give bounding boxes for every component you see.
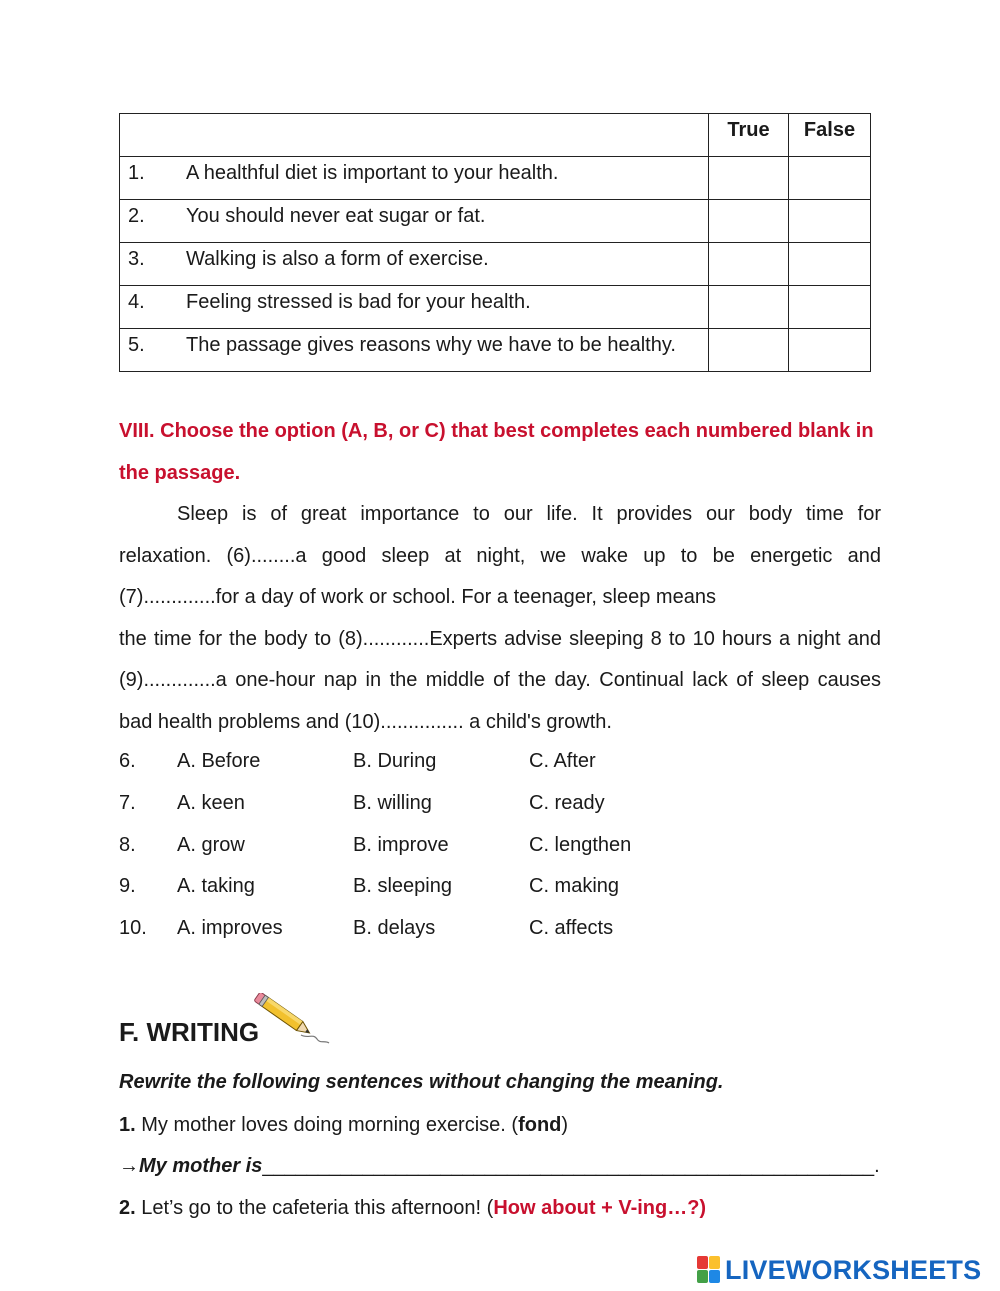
section-viii-heading-line: VIII. Choose the option (A, B, or C) that best completes each numbered blank in bbox=[119, 420, 874, 442]
option-c[interactable]: C. affects bbox=[529, 917, 614, 940]
option-number: 6. bbox=[119, 750, 136, 772]
option-number: 9. bbox=[119, 875, 136, 898]
statement-number: 1. bbox=[128, 162, 145, 184]
false-answer-cell[interactable] bbox=[789, 243, 871, 286]
section-viii-heading-line: the passage. bbox=[119, 461, 241, 484]
passage-line: relaxation. (6)........a good sleep at night, we wake up to be energetic and bbox=[119, 544, 881, 567]
false-answer-cell[interactable] bbox=[789, 200, 871, 243]
option-b[interactable]: B. sleeping bbox=[353, 875, 452, 898]
option-row bbox=[119, 825, 819, 867]
writing-question-1 bbox=[119, 1114, 568, 1137]
false-answer-cell[interactable] bbox=[789, 157, 871, 200]
table-row bbox=[120, 243, 871, 286]
option-b[interactable]: B. During bbox=[353, 750, 437, 772]
option-c[interactable]: C. ready bbox=[529, 791, 605, 814]
question-text: My mother loves doing morning exercise. ( bbox=[135, 1114, 519, 1136]
statement-cell bbox=[120, 286, 709, 329]
option-a[interactable]: A. taking bbox=[177, 875, 255, 898]
table-header-row bbox=[120, 114, 871, 157]
writing-answer-1 bbox=[119, 1155, 880, 1178]
option-b[interactable]: B. improve bbox=[353, 833, 449, 856]
statement-cell bbox=[120, 200, 709, 243]
question-hint: fond bbox=[518, 1114, 562, 1136]
option-number: 7. bbox=[119, 791, 136, 814]
question-number: 2. bbox=[119, 1197, 136, 1219]
answer-blank[interactable]: _______________________________________________________ bbox=[262, 1155, 875, 1177]
statement-text: The passage gives reasons why we have to be healthy. bbox=[186, 334, 676, 356]
liveworksheets-logo bbox=[697, 1254, 981, 1286]
passage-line: the time for the body to (8)............Experts advise sleeping 8 to 10 hours a night and bbox=[119, 627, 881, 650]
logo-text: LIVEWORKSHEETS bbox=[725, 1254, 982, 1285]
table-header-blank bbox=[120, 114, 709, 157]
statement-cell bbox=[120, 243, 709, 286]
option-number: 10. bbox=[119, 917, 147, 940]
passage-line: bad health problems and (10)............... a child's growth. bbox=[119, 710, 612, 733]
option-row bbox=[119, 783, 819, 825]
statement-number: 2. bbox=[128, 205, 145, 227]
option-number: 8. bbox=[119, 833, 136, 856]
true-false-table bbox=[119, 113, 871, 372]
true-answer-cell[interactable] bbox=[709, 329, 789, 372]
pencil-icon bbox=[253, 993, 331, 1049]
liveworksheets-logo-icon bbox=[697, 1256, 721, 1284]
question-hint: How about + V-ing…?) bbox=[493, 1197, 707, 1219]
false-answer-cell[interactable] bbox=[789, 329, 871, 372]
question-text: Let’s go to the cafeteria this afternoon! ( bbox=[135, 1197, 494, 1219]
option-a[interactable]: A. improves bbox=[177, 917, 283, 940]
statement-number: 4. bbox=[128, 291, 145, 313]
true-answer-cell[interactable] bbox=[709, 286, 789, 329]
option-a[interactable]: A. grow bbox=[177, 833, 245, 856]
option-b[interactable]: B. delays bbox=[353, 917, 436, 940]
writing-section-title: F. WRITING bbox=[119, 1017, 260, 1047]
statement-number: 3. bbox=[128, 248, 145, 270]
false-answer-cell[interactable] bbox=[789, 286, 871, 329]
table-row bbox=[120, 157, 871, 200]
passage-line: Sleep is of great importance to our life. It provides our body time for bbox=[177, 503, 881, 525]
statement-cell bbox=[120, 157, 709, 200]
statement-text: A healthful diet is important to your health. bbox=[186, 162, 559, 184]
option-a[interactable]: A. keen bbox=[177, 791, 245, 814]
option-c[interactable]: C. lengthen bbox=[529, 833, 632, 856]
statement-text: Walking is also a form of exercise. bbox=[186, 248, 489, 270]
section-viii-heading bbox=[119, 411, 879, 494]
option-row bbox=[119, 866, 819, 908]
option-c[interactable]: C. making bbox=[529, 875, 620, 898]
true-answer-cell[interactable] bbox=[709, 200, 789, 243]
statement-number: 5. bbox=[128, 334, 145, 356]
true-answer-cell[interactable] bbox=[709, 243, 789, 286]
option-b[interactable]: B. willing bbox=[353, 791, 432, 814]
option-row bbox=[119, 908, 819, 950]
table-row bbox=[120, 329, 871, 372]
passage-line: (9).............a one-hour nap in the middle of the day. Continual lack of sleep causes bbox=[119, 669, 881, 692]
answer-lead: →My mother is bbox=[119, 1155, 263, 1177]
option-a[interactable]: A. Before bbox=[177, 750, 261, 772]
statement-text: Feeling stressed is bad for your health. bbox=[186, 291, 531, 313]
statement-text: You should never eat sugar or fat. bbox=[186, 205, 486, 227]
passage-line: (7).............for a day of work or school. For a teenager, sleep means bbox=[119, 586, 716, 609]
option-row bbox=[119, 741, 819, 783]
answer-end: . bbox=[874, 1155, 880, 1177]
table-row bbox=[120, 200, 871, 243]
question-close: ) bbox=[561, 1114, 569, 1136]
true-column-header: True bbox=[709, 114, 789, 157]
writing-instruction: Rewrite the following sentences without changing the meaning. bbox=[119, 1071, 724, 1093]
question-number: 1. bbox=[119, 1114, 136, 1136]
statement-cell bbox=[120, 329, 709, 372]
true-answer-cell[interactable] bbox=[709, 157, 789, 200]
option-c[interactable]: C. After bbox=[529, 750, 596, 772]
answer-options bbox=[119, 741, 819, 950]
false-column-header: False bbox=[789, 114, 871, 157]
reading-passage bbox=[119, 494, 881, 744]
table-row bbox=[120, 286, 871, 329]
writing-question-2 bbox=[119, 1197, 706, 1220]
